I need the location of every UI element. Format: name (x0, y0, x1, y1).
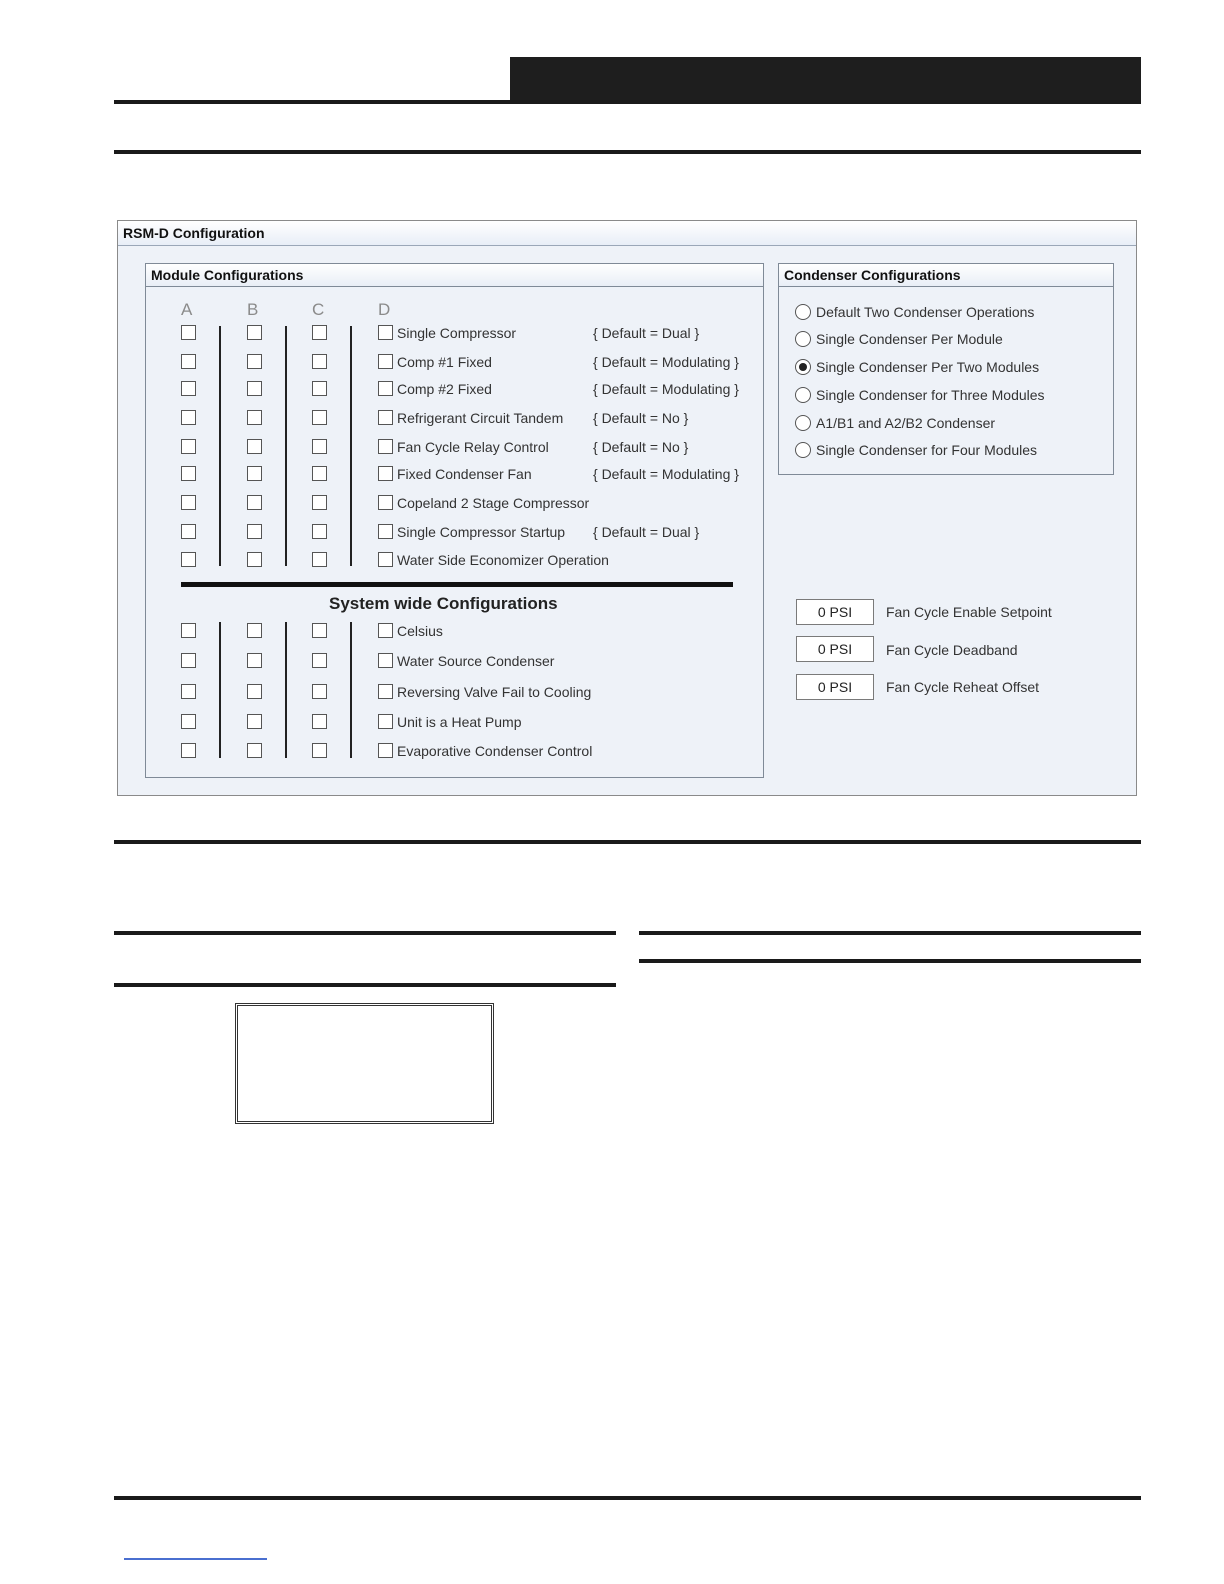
section-rule-top (114, 150, 1141, 154)
checkbox-c-fan-cycle-relay[interactable] (312, 439, 327, 454)
column-divider (350, 622, 352, 758)
option-label: Reversing Valve Fail to Cooling (397, 684, 592, 700)
system-wide-title: System wide Configurations (329, 594, 558, 613)
fan-cycle-reheat-offset-label: Fan Cycle Reheat Offset (886, 679, 1040, 695)
fan-cycle-deadband-input[interactable]: 0 PSI (796, 636, 874, 662)
checkbox-c-water-source-condenser[interactable] (312, 653, 327, 668)
option-default: { Default = Dual } (593, 524, 700, 540)
radio-label: Single Condenser Per Module (816, 331, 1003, 347)
checkbox-c-reversing-valve[interactable] (312, 684, 327, 699)
checkbox-b-evaporative-condenser[interactable] (247, 743, 262, 758)
column-header-c: C (312, 300, 325, 319)
option-label: Copeland 2 Stage Compressor (397, 495, 590, 511)
checkbox-b-heat-pump[interactable] (247, 714, 262, 729)
checkbox-c-single-compressor-startup[interactable] (312, 524, 327, 539)
checkbox-a-water-side-economizer[interactable] (181, 552, 196, 567)
checkbox-c-comp2-fixed[interactable] (312, 381, 327, 396)
checkbox-a-celsius[interactable] (181, 623, 196, 638)
checkbox-d-reversing-valve[interactable] (378, 684, 393, 699)
option-label: Water Side Economizer Operation (397, 552, 609, 568)
radio-label: A1/B1 and A2/B2 Condenser (816, 415, 996, 431)
module-configurations-group (145, 263, 764, 778)
option-label: Water Source Condenser (397, 653, 555, 669)
checkbox-a-fixed-condenser-fan[interactable] (181, 466, 196, 481)
checkbox-a-evaporative-condenser[interactable] (181, 743, 196, 758)
footer-rule (114, 1496, 1141, 1500)
condenser-configurations-title: Condenser Configurations (779, 264, 1113, 287)
option-label: Single Compressor Startup (397, 524, 566, 540)
checkbox-d-copeland-2-stage[interactable] (378, 495, 393, 510)
checkbox-d-comp1-fixed[interactable] (378, 354, 393, 369)
option-default: { Default = No } (593, 439, 689, 455)
checkbox-d-fan-cycle-relay[interactable] (378, 439, 393, 454)
checkbox-b-water-side-economizer[interactable] (247, 552, 262, 567)
checkbox-d-refrigerant-circuit-tandem[interactable] (378, 410, 393, 425)
checkbox-d-water-side-economizer[interactable] (378, 552, 393, 567)
checkbox-a-comp1-fixed[interactable] (181, 354, 196, 369)
option-label: Single Compressor (397, 325, 517, 341)
radio-label: Default Two Condenser Operations (816, 304, 1035, 320)
radio-label: Single Condenser for Four Modules (816, 442, 1038, 458)
column-divider (350, 326, 352, 566)
header-rule (114, 100, 1141, 104)
option-label: Refrigerant Circuit Tandem (397, 410, 564, 426)
right-column-rule-1 (639, 931, 1141, 935)
checkbox-d-comp2-fixed[interactable] (378, 381, 393, 396)
checkbox-c-copeland-2-stage[interactable] (312, 495, 327, 510)
checkbox-c-celsius[interactable] (312, 623, 327, 638)
checkbox-b-copeland-2-stage[interactable] (247, 495, 262, 510)
checkbox-b-fixed-condenser-fan[interactable] (247, 466, 262, 481)
checkbox-a-refrigerant-circuit-tandem[interactable] (181, 410, 196, 425)
option-label: Fan Cycle Relay Control (397, 439, 549, 455)
checkbox-c-fixed-condenser-fan[interactable] (312, 466, 327, 481)
window-title: RSM-D Configuration (118, 221, 1136, 246)
checkbox-c-single-compressor[interactable] (312, 325, 327, 340)
checkbox-d-single-compressor-startup[interactable] (378, 524, 393, 539)
radio-label: Single Condenser for Three Modules (816, 387, 1045, 403)
radio-default-two-condenser[interactable] (795, 304, 811, 320)
checkbox-c-evaporative-condenser[interactable] (312, 743, 327, 758)
radio-single-condenser-per-module[interactable] (795, 331, 811, 347)
option-label: Evaporative Condenser Control (397, 743, 593, 759)
checkbox-a-fan-cycle-relay[interactable] (181, 439, 196, 454)
checkbox-c-water-side-economizer[interactable] (312, 552, 327, 567)
option-default: { Default = No } (593, 410, 689, 426)
column-header-b: B (247, 300, 259, 319)
option-label: Celsius (397, 623, 443, 639)
checkbox-a-copeland-2-stage[interactable] (181, 495, 196, 510)
checkbox-b-fan-cycle-relay[interactable] (247, 439, 262, 454)
checkbox-d-water-source-condenser[interactable] (378, 653, 393, 668)
checkbox-c-refrigerant-circuit-tandem[interactable] (312, 410, 327, 425)
radio-single-condenser-three-modules[interactable] (795, 387, 811, 403)
section-rule-middle (114, 840, 1141, 844)
condenser-configurations-group (778, 263, 1114, 475)
column-header-d: D (378, 300, 391, 319)
left-column-rule-1 (114, 931, 616, 935)
option-label: Fixed Condenser Fan (397, 466, 532, 482)
checkbox-b-comp1-fixed[interactable] (247, 354, 262, 369)
option-default: { Default = Dual } (593, 325, 700, 341)
checkbox-d-single-compressor[interactable] (378, 325, 393, 340)
fan-cycle-enable-setpoint-label: Fan Cycle Enable Setpoint (886, 604, 1052, 620)
checkbox-b-single-compressor[interactable] (247, 325, 262, 340)
checkbox-a-water-source-condenser[interactable] (181, 653, 196, 668)
column-divider (219, 326, 221, 566)
option-label: Comp #1 Fixed (397, 354, 492, 370)
checkbox-d-heat-pump[interactable] (378, 714, 393, 729)
radio-single-condenser-four-modules[interactable] (795, 442, 811, 458)
checkbox-b-comp2-fixed[interactable] (247, 381, 262, 396)
checkbox-d-fixed-condenser-fan[interactable] (378, 466, 393, 481)
fan-cycle-reheat-offset-input[interactable]: 0 PSI (796, 674, 874, 700)
page-header-bar (510, 57, 1141, 104)
checkbox-d-evaporative-condenser[interactable] (378, 743, 393, 758)
option-default: { Default = Modulating } (593, 381, 739, 397)
column-header-a: A (181, 300, 193, 319)
option-default: { Default = Modulating } (593, 354, 739, 370)
fan-cycle-enable-setpoint-input[interactable]: 0 PSI (796, 599, 874, 625)
checkbox-b-water-source-condenser[interactable] (247, 653, 262, 668)
left-column-rule-2 (114, 983, 616, 987)
option-label: Unit is a Heat Pump (397, 714, 522, 730)
option-default: { Default = Modulating } (593, 466, 739, 482)
framed-note-box (235, 1003, 494, 1124)
radio-single-condenser-per-two-modules[interactable] (795, 359, 811, 375)
right-column-rule-2 (639, 959, 1141, 963)
checkbox-d-celsius[interactable] (378, 623, 393, 638)
checkbox-a-single-compressor[interactable] (181, 325, 196, 340)
column-divider (285, 622, 287, 758)
option-label: Comp #2 Fixed (397, 381, 492, 397)
checkbox-a-reversing-valve[interactable] (181, 684, 196, 699)
module-configurations-title: Module Configurations (146, 264, 763, 287)
fan-cycle-deadband-label: Fan Cycle Deadband (886, 642, 1018, 658)
footer-link-underline (124, 1558, 267, 1560)
checkbox-b-refrigerant-circuit-tandem[interactable] (247, 410, 262, 425)
column-divider (285, 326, 287, 566)
checkbox-c-heat-pump[interactable] (312, 714, 327, 729)
checkbox-a-comp2-fixed[interactable] (181, 381, 196, 396)
checkbox-b-reversing-valve[interactable] (247, 684, 262, 699)
checkbox-a-heat-pump[interactable] (181, 714, 196, 729)
radio-a1b1-a2b2-condenser[interactable] (795, 415, 811, 431)
radio-label: Single Condenser Per Two Modules (816, 359, 1040, 375)
section-separator (181, 582, 733, 587)
checkbox-b-single-compressor-startup[interactable] (247, 524, 262, 539)
checkbox-b-celsius[interactable] (247, 623, 262, 638)
checkbox-a-single-compressor-startup[interactable] (181, 524, 196, 539)
column-divider (219, 622, 221, 758)
checkbox-c-comp1-fixed[interactable] (312, 354, 327, 369)
rsm-d-configuration-window (117, 220, 1137, 796)
